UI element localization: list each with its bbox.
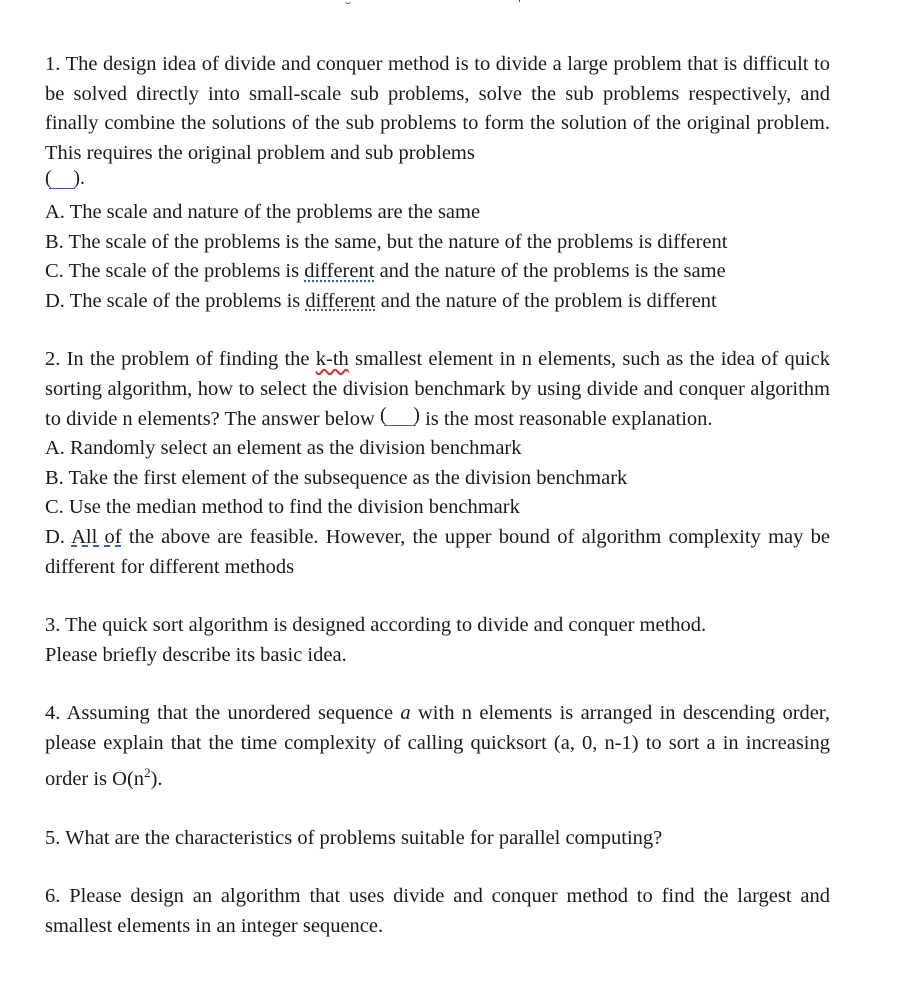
question-1-stem: [45, 50, 830, 198]
question-6-text: 6. Please design an algorithm that uses divide and conquer method to find the largest and smallest elements in an integer sequence.: [45, 885, 830, 938]
spellcheck-mark: different: [305, 289, 376, 312]
question-1-text: 1. The design idea of divide and conquer method is to divide a large problem that is difficult to be solved directly into small-scale sub problems, solve the sub problems respectively, and finally combine the solutions of the sub problems to form the solution of the original problem. This requires the original problem and sub problems: [45, 53, 830, 164]
question-2-option-a: A. Randomly select an element as the division benchmark: [45, 437, 522, 460]
question-2-option-c: C. Use the median method to find the division benchmark: [45, 496, 520, 519]
question-1-option-a: A. The scale and nature of the problems are the same: [45, 200, 481, 223]
answer-blank: [45, 171, 79, 191]
answer-blank: [380, 408, 420, 428]
document-page: [45, 0, 830, 942]
question-6: [45, 882, 830, 941]
spellcheck-mark: All of: [71, 525, 122, 548]
question-1-option-d: D. The scale of the problems is different and the nature of the problem is different: [45, 289, 717, 312]
question-4: [45, 699, 830, 795]
question-1-option-c: C. The scale of the problems is different and the nature of the problems is the same: [45, 260, 726, 283]
question-3: [45, 611, 830, 670]
question-3-line-2: Please briefly describe its basic idea.: [45, 643, 347, 666]
question-2-stem: 2. In the problem of finding the k-th smallest element in n elements, such as the idea of quick sorting algorithm, how to select the division benchmark by using divide and conquer algorithm to divide n elements? The answer below ( ) is the most reasonable explanation.: [45, 345, 830, 434]
cropped-header-fragment: [45, 0, 830, 10]
spellcheck-mark: different: [304, 260, 375, 283]
spellcheck-mark: k-th: [315, 348, 349, 371]
superscript: 2: [144, 765, 151, 781]
question-5-text: 5. What are the characteristics of problems suitable for parallel computing?: [45, 826, 663, 849]
question-4-stem: 4. Assuming that the unordered sequence a with n elements is arranged in descending order, please explain that the time complexity of calling quicksort (a, 0, n-1) to sort a in increasing order is $O(n^2)$.: [45, 702, 831, 791]
question-2-option-d: D. All of the above are feasible. However, the upper bound of algorithm complexity may be different for different methods: [45, 525, 830, 578]
question-1: [45, 50, 830, 316]
variable-a: a: [400, 702, 411, 725]
question-2-option-b: B. Take the first element of the subsequence as the division benchmark: [45, 466, 628, 489]
question-3-line-1: 3. The quick sort algorithm is designed according to divide and conquer method.: [45, 614, 707, 637]
question-1-option-b: B. The scale of the problems is the same, but the nature of the problems is different: [45, 230, 728, 253]
question-5: [45, 824, 830, 854]
question-2: [45, 345, 830, 582]
